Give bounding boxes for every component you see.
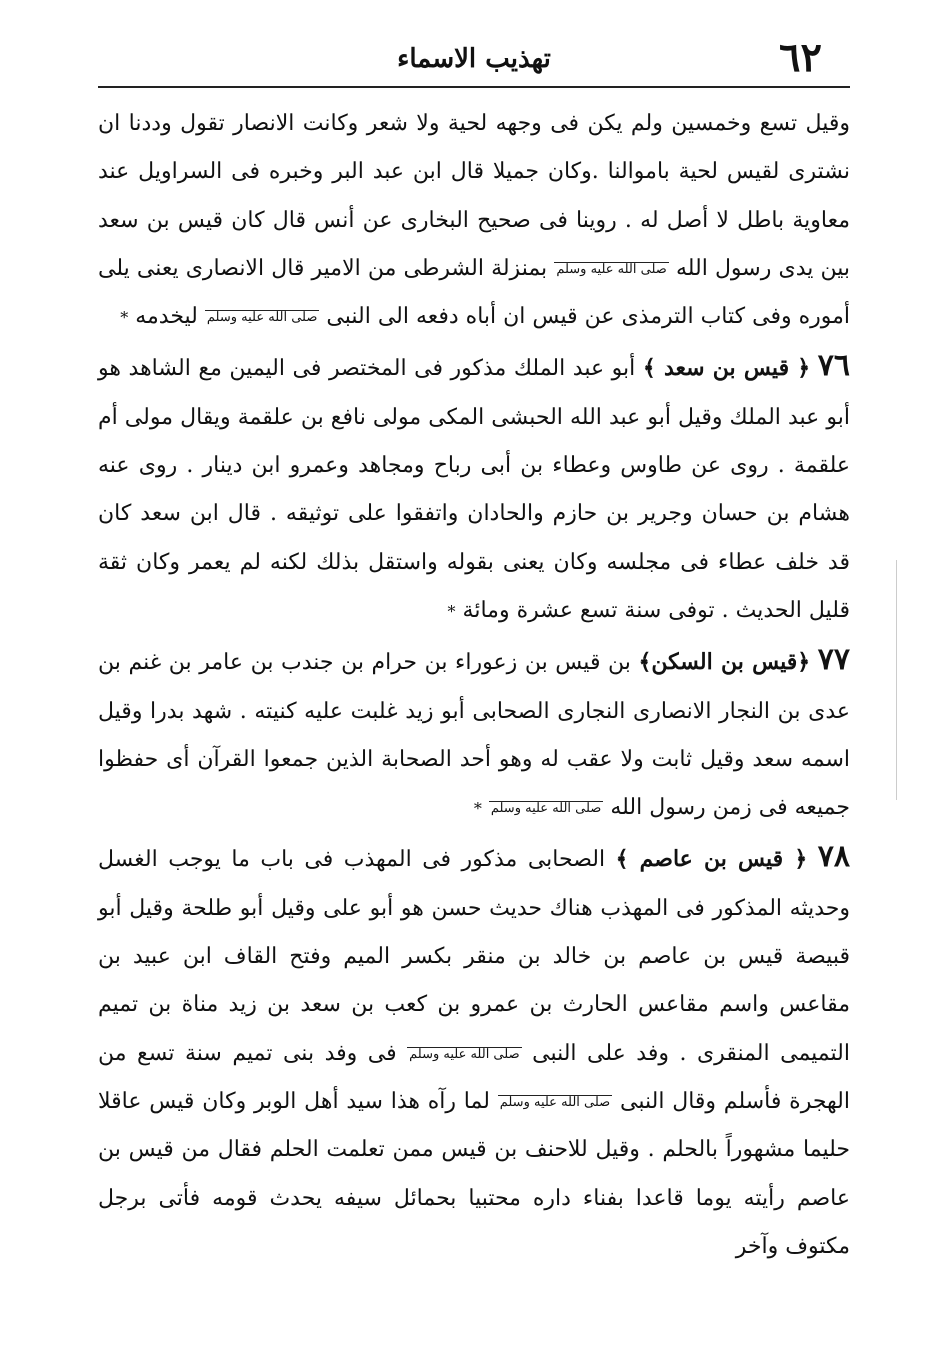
- page-body: [98, 100, 850, 1271]
- intro-text-2: بمنزلة الشرطى من الامير قال الانصارى يعنى يلى أموره وفى كتاب الترمذى عن قيس ان أباه دفعه الى النبى: [98, 255, 850, 330]
- end-mark: *: [473, 799, 482, 819]
- page-header: [98, 28, 850, 88]
- entry-number: ٧٨: [817, 839, 850, 875]
- entry-text-2: فى وفد بنى تميم سنة تسع من الهجرة فأسلم وقال النبى: [98, 1040, 850, 1114]
- entry-text-1: الصحابى مذكور فى المهذب فى باب ما يوجب الغسل وحديثه المذكور فى المهذب هناك حديث حسن هو أبو على وقيل أبو طلحة وقيل أبو قبيصة قيس بن عاصم بن خالد بن منقر بكسر الميم وفتح القاف ابن عبيد بن مقاعس واسم مقاعس الحارث بن عمرو بن كعب بن سعد بن زيد مناة بن تميم التميمى المنقرى . وفد على النبى: [98, 847, 850, 1066]
- entry-heading: ﴿ قيس بن سعد ﴾: [642, 355, 811, 382]
- entry-number: ٧٦: [817, 348, 850, 384]
- salutation-mark: صلى الله عليه وسلم: [206, 310, 318, 326]
- running-title: تهذيب الاسماء: [397, 44, 551, 74]
- entry-77: [98, 636, 850, 833]
- entry-heading: ﴿ قيس بن عاصم ﴾: [615, 846, 808, 873]
- page-number: ٦٢: [779, 34, 822, 81]
- entry-76: [98, 342, 850, 636]
- end-mark: *: [447, 601, 456, 621]
- intro-text-3: ليخدمه: [135, 304, 198, 330]
- entry-text: بن قيس بن زعوراء بن حرام بن جندب بن عامر بن غنم بن عدى بن النجار الانصارى النجارى الصحابى أبو زيد غلبت عليه كنيته . شهد بدرا وقيل اسمه سعد وقيل ثابت ولا عقب له وهو أحد الصحابة الذين جمعوا القرآن أى حفظوا جميعه فى زمن رسول الله: [98, 650, 850, 821]
- salutation-mark: صلى الله عليه وسلم: [499, 1094, 611, 1110]
- entry-78: [98, 833, 850, 1271]
- intro-paragraph: [98, 100, 850, 342]
- salutation-mark: صلى الله عليه وسلم: [490, 801, 602, 817]
- salutation-mark: صلى الله عليه وسلم: [556, 261, 667, 277]
- entry-text-3: لما رآه هذا سيد أهل الوبر وكان قيس عاقلا حليما مشهوراً بالحلم . وقيل للاحنف بن قيس ممن تعلمت الحلم فقال من قيس بن عاصم رأيته يوما قاعدا بفناء داره محتبيا بحمائل سيفه يحدث قومه فأتى برجل مكتوف وآخر: [98, 1088, 850, 1259]
- entry-number: ٧٧: [817, 642, 850, 678]
- scan-margin-line: [896, 560, 897, 800]
- end-mark: *: [120, 308, 129, 328]
- entry-heading: ﴿قيس بن السكن﴾: [638, 649, 811, 676]
- intro-text-1: وقيل تسع وخمسين ولم يكن فى وجهه لحية ولا شعر وكانت الانصار تقول وددنا ان نشترى لقيس لحية باموالنا .وكان جميلا قال ابن عبد البر وخبره فى السراويل عند معاوية باطل لا أصل له . روينا فى صحيح البخارى عن أنس قال كان قيس بن سعد بين يدى رسول الله: [98, 111, 850, 281]
- entry-text: أبو عبد الملك مذكور فى المختصر فى اليمين مع الشاهد هو أبو عبد الملك وقيل أبو عبد الله الحبشى المكى مولى نافع بن علقمة ويقال مولى أم علقمة . روى عن طاوس وعطاء بن أبى رباح ومجاهد وعمرو ابن دينار . روى عنه هشام بن حسان وجرير بن حازم والحادان واتفقوا على توثيقه . قال ابن سعد كان قد خلف عطاء فى مجلسه وكان يعنى بقوله واستقل بذلك لكنه لم يعمر وكان ثقة قليل الحديث . توفى سنة تسع عشرة ومائة: [98, 356, 850, 623]
- salutation-mark: صلى الله عليه وسلم: [409, 1046, 520, 1062]
